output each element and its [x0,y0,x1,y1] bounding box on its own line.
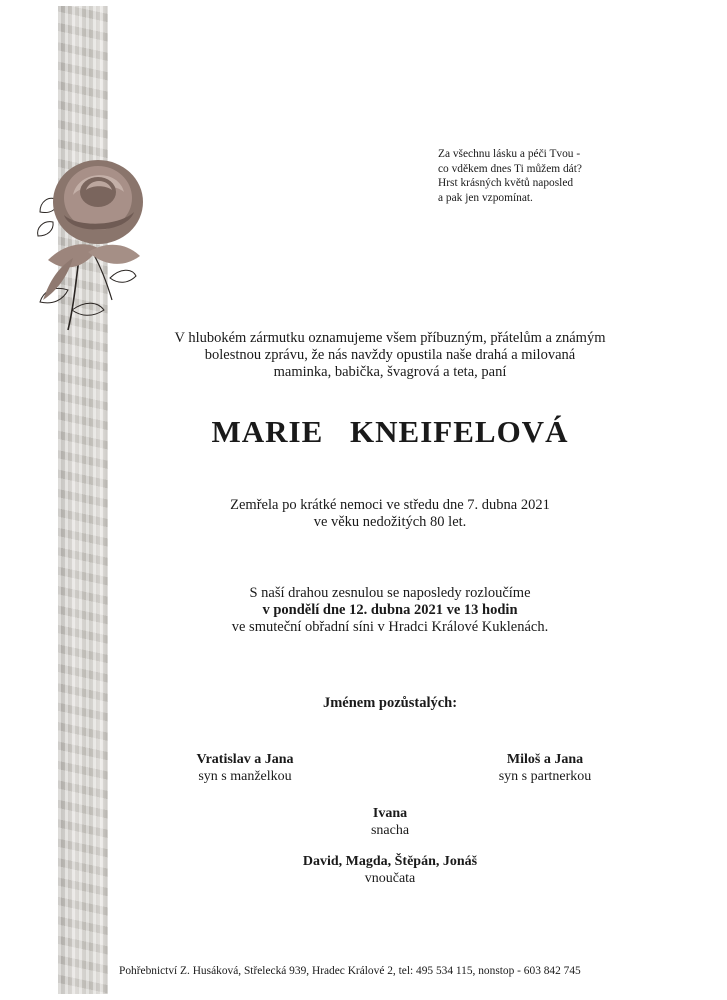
mourner-name: Miloš a Jana [506,752,584,767]
death-info [120,497,660,531]
mourner-name: Vratislav a Jana [196,752,294,767]
funeral-date: v pondělí dne 12. dubna 2021 ve 13 hodin [262,602,518,618]
poem-line: Hrst krásných květů naposled [438,177,574,190]
poem-line: Za všechnu lásku a péči Tvou - [438,148,581,160]
intro-line: maminka, babička, švagrová a teta, paní [273,364,507,380]
mourner-relation: syn s manželkou [198,769,292,784]
mourner-name: Ivana [372,806,408,821]
mourner-relation: vnoučata [364,871,416,886]
mourner [170,751,320,785]
funeral-line: S naší drahou zesnulou se naposledy rozloučíme [249,585,531,601]
rose-icon [28,140,168,335]
poem-line: a pak jen vzpomínat. [438,191,533,204]
intro-line: bolestnou zprávu, že nás navždy opustila naše drahá a milovaná [204,347,576,363]
mourner-relation: syn s partnerkou [498,769,592,784]
poem [438,147,618,205]
death-line: ve věku nedožitých 80 let. [313,514,467,530]
mourner [315,805,465,839]
funeral-info [120,585,660,636]
announcement-intro [120,330,660,381]
mourner-relation: snacha [370,823,410,838]
death-line: Zemřela po krátké nemoci ve středu dne 7. dubna 2021 [230,497,550,513]
intro-line: V hlubokém zármutku oznamujeme všem příbuzným, přátelům a známým [174,330,606,346]
mourner [470,751,620,785]
mourner [270,853,510,887]
mourner-name: David, Magda, Štěpán, Jonáš [302,854,478,869]
poem-line: co vděkem dnes Ti můžem dát? [438,162,582,175]
funeral-service-footer: Pohřebnictví Z. Husáková, Střelecká 939, Hradec Králové 2, tel: 495 534 115, nonstop - 603 842 745 [119,965,581,977]
funeral-place: ve smuteční obřadní síni v Hradci Králové Kuklenách. [231,619,549,635]
mourners-title: Jménem pozůstalých: [322,695,458,711]
deceased-name: MARIE KNEIFELOVÁ [211,414,569,449]
